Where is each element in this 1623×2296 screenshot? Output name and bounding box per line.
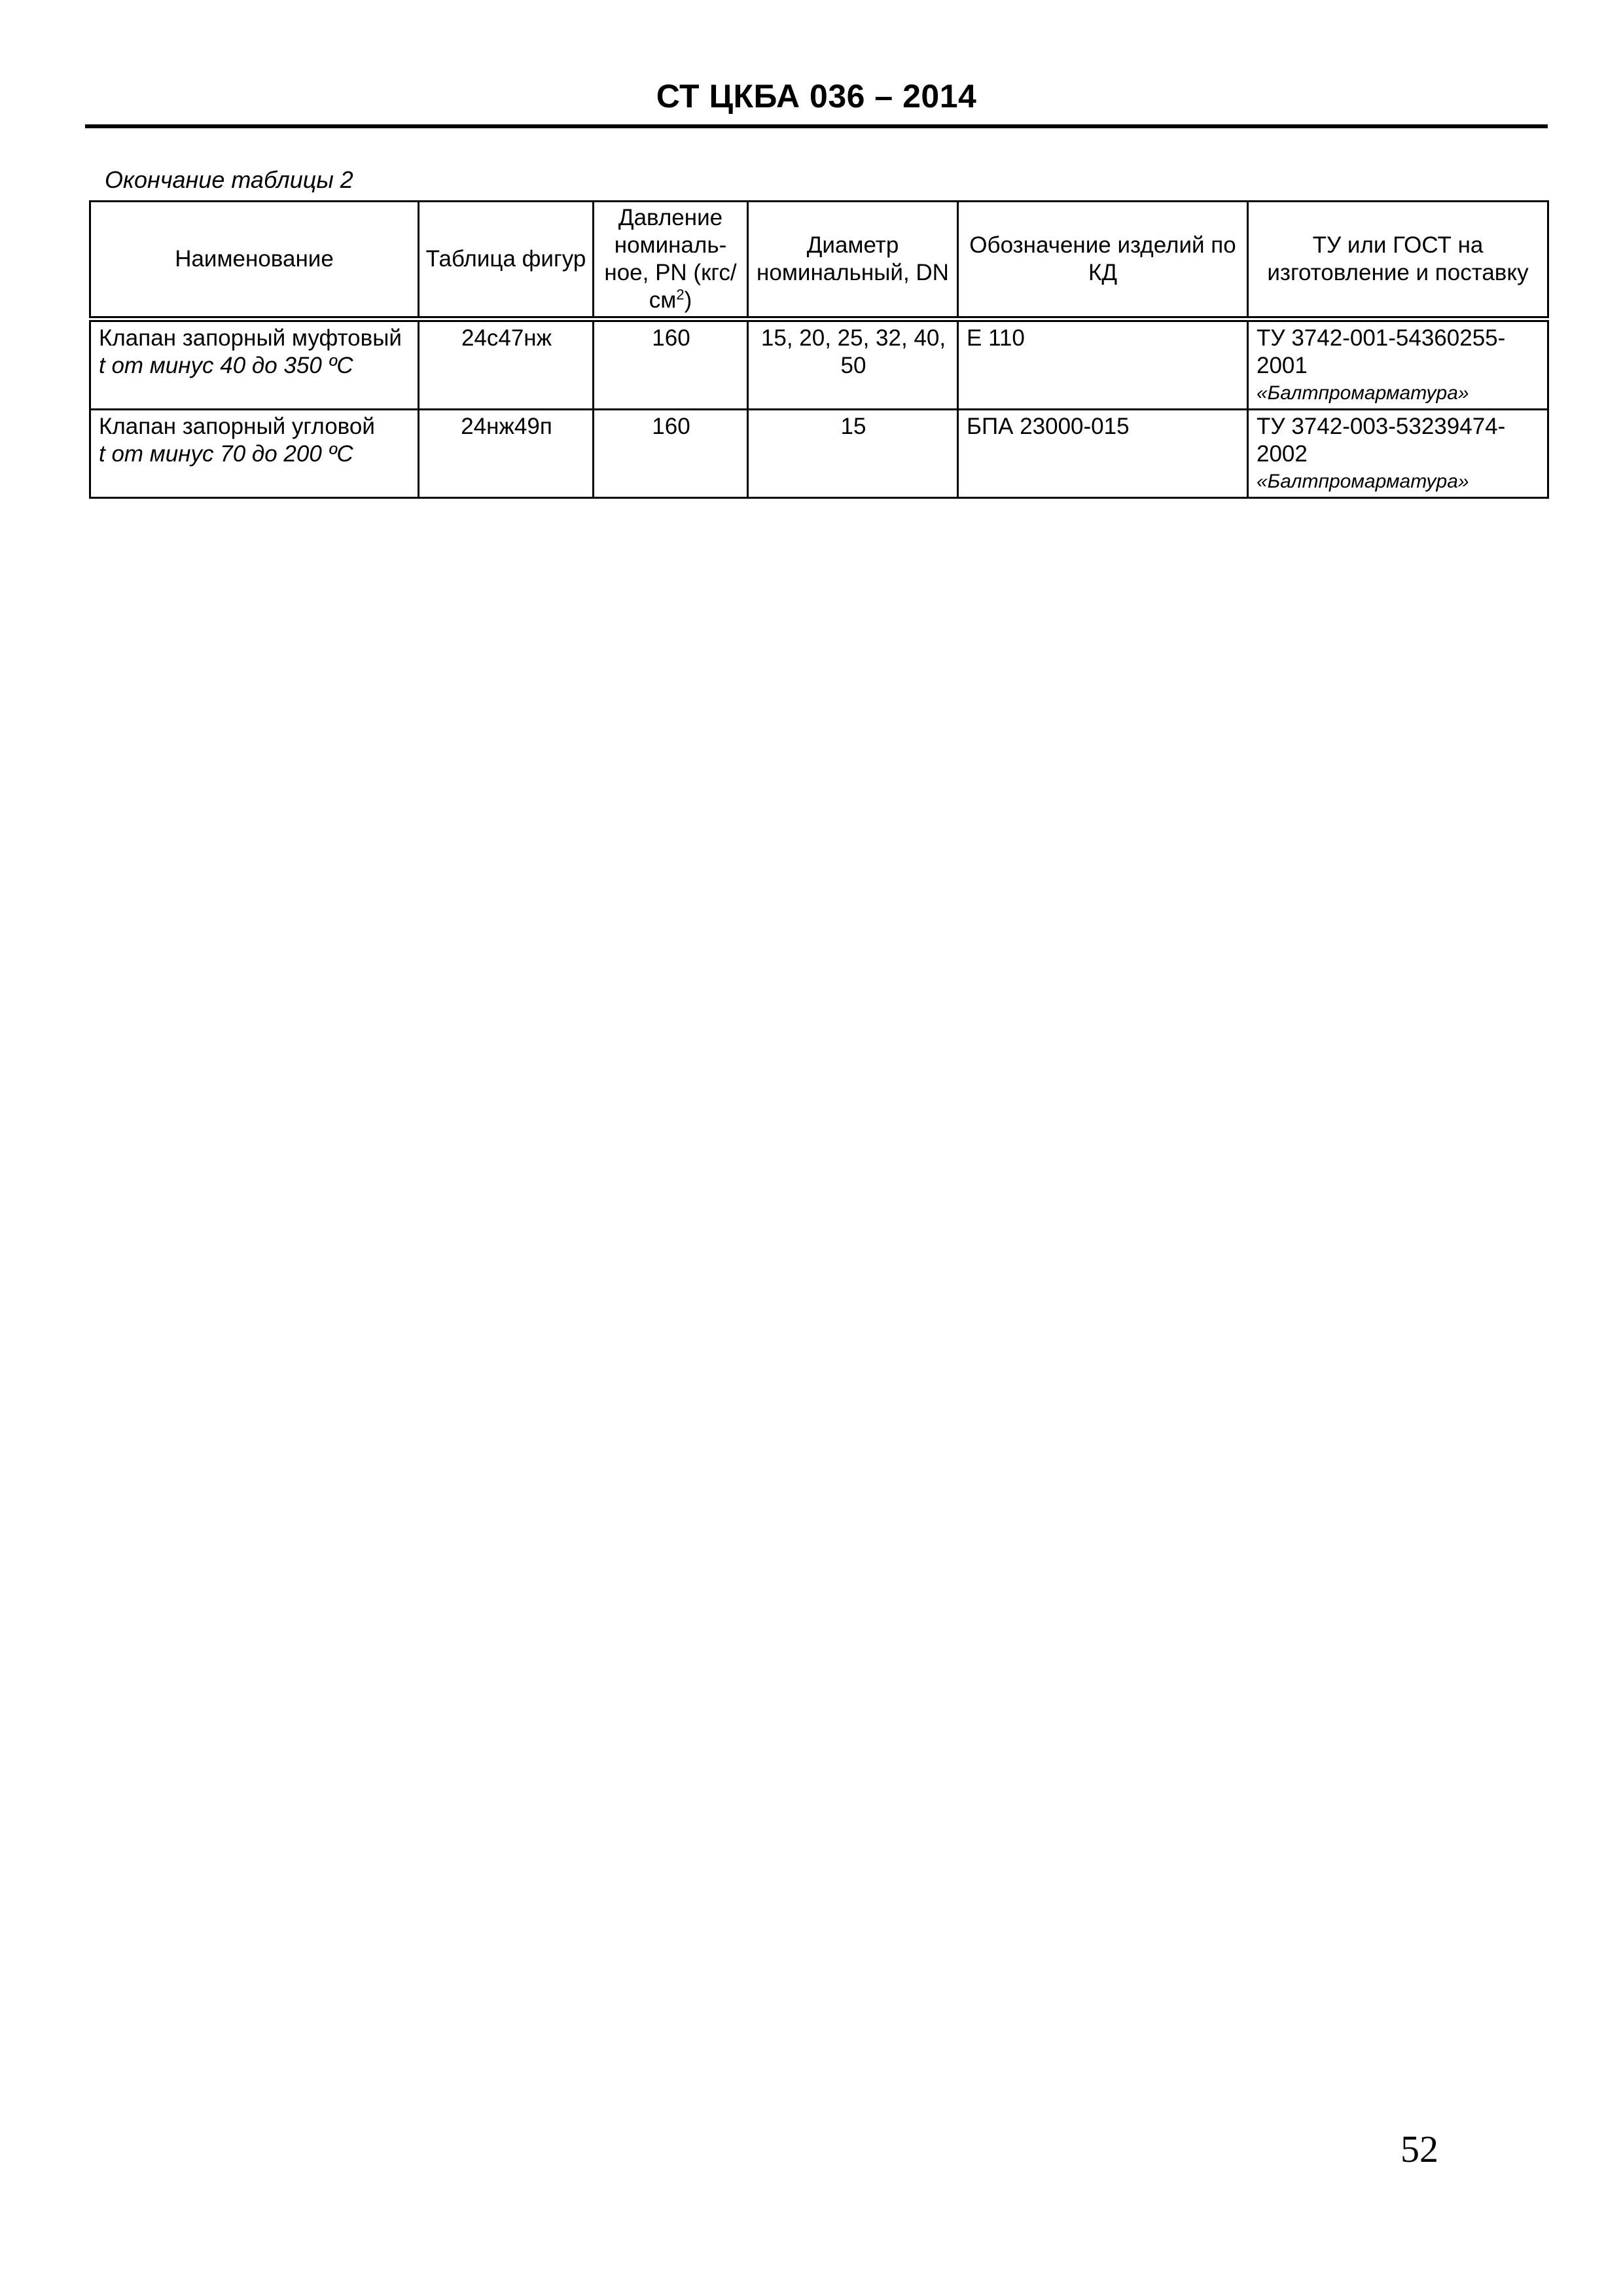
cell-diameter: 15: [748, 410, 958, 498]
table-header-row: [90, 202, 1548, 319]
header-designation: Обозначение изделий по КД: [958, 202, 1248, 319]
cell-pressure: 160: [594, 319, 748, 410]
cell-designation: Е 110: [958, 319, 1248, 410]
header-pressure: [594, 202, 748, 319]
manufacturer-name: «Балтпромарматура»: [1257, 471, 1469, 492]
cell-name: [90, 319, 419, 410]
header-diameter: Диаметр номинальный, DN: [748, 202, 958, 319]
tu-number: ТУ 3742-001-54360255-2001: [1257, 325, 1506, 378]
header-name: Наименование: [90, 202, 419, 319]
valve-name: Клапан запорный муфтовый: [99, 325, 402, 351]
valve-temperature: t от минус 70 до 200 ºC: [99, 441, 353, 467]
cell-pressure: 160: [594, 410, 748, 498]
valve-temperature: t от минус 40 до 350 ºC: [99, 353, 353, 378]
document-title: СТ ЦКБА 036 – 2014: [656, 78, 977, 115]
header-pressure-superscript: 2: [676, 286, 685, 303]
valve-name: Клапан запорный угловой: [99, 414, 375, 439]
header-pressure-tail: ): [684, 287, 692, 313]
valves-table: [89, 200, 1549, 499]
page-number: 52: [1400, 2128, 1438, 2170]
cell-figure: 24с47нж: [419, 319, 594, 410]
cell-designation: БПА 23000-015: [958, 410, 1248, 498]
table-row: [90, 410, 1548, 498]
cell-tu: [1248, 410, 1548, 498]
table-row: [90, 319, 1548, 410]
header-pressure-text: Давление номиналь-ное, PN (кгс/см: [604, 205, 737, 313]
table-caption: Окончание таблицы 2: [105, 166, 353, 193]
cell-tu: [1248, 319, 1548, 410]
header-figure-table: Таблица фигур: [419, 202, 594, 319]
cell-diameter: 15, 20, 25, 32, 40, 50: [748, 319, 958, 410]
header-tu-gost: ТУ или ГОСТ на изготовление и поставку: [1248, 202, 1548, 319]
manufacturer-name: «Балтпромарматура»: [1257, 382, 1469, 404]
cell-name: [90, 410, 419, 498]
cell-figure: 24нж49п: [419, 410, 594, 498]
header-rule: [85, 124, 1548, 128]
tu-number: ТУ 3742-003-53239474-2002: [1257, 414, 1506, 467]
